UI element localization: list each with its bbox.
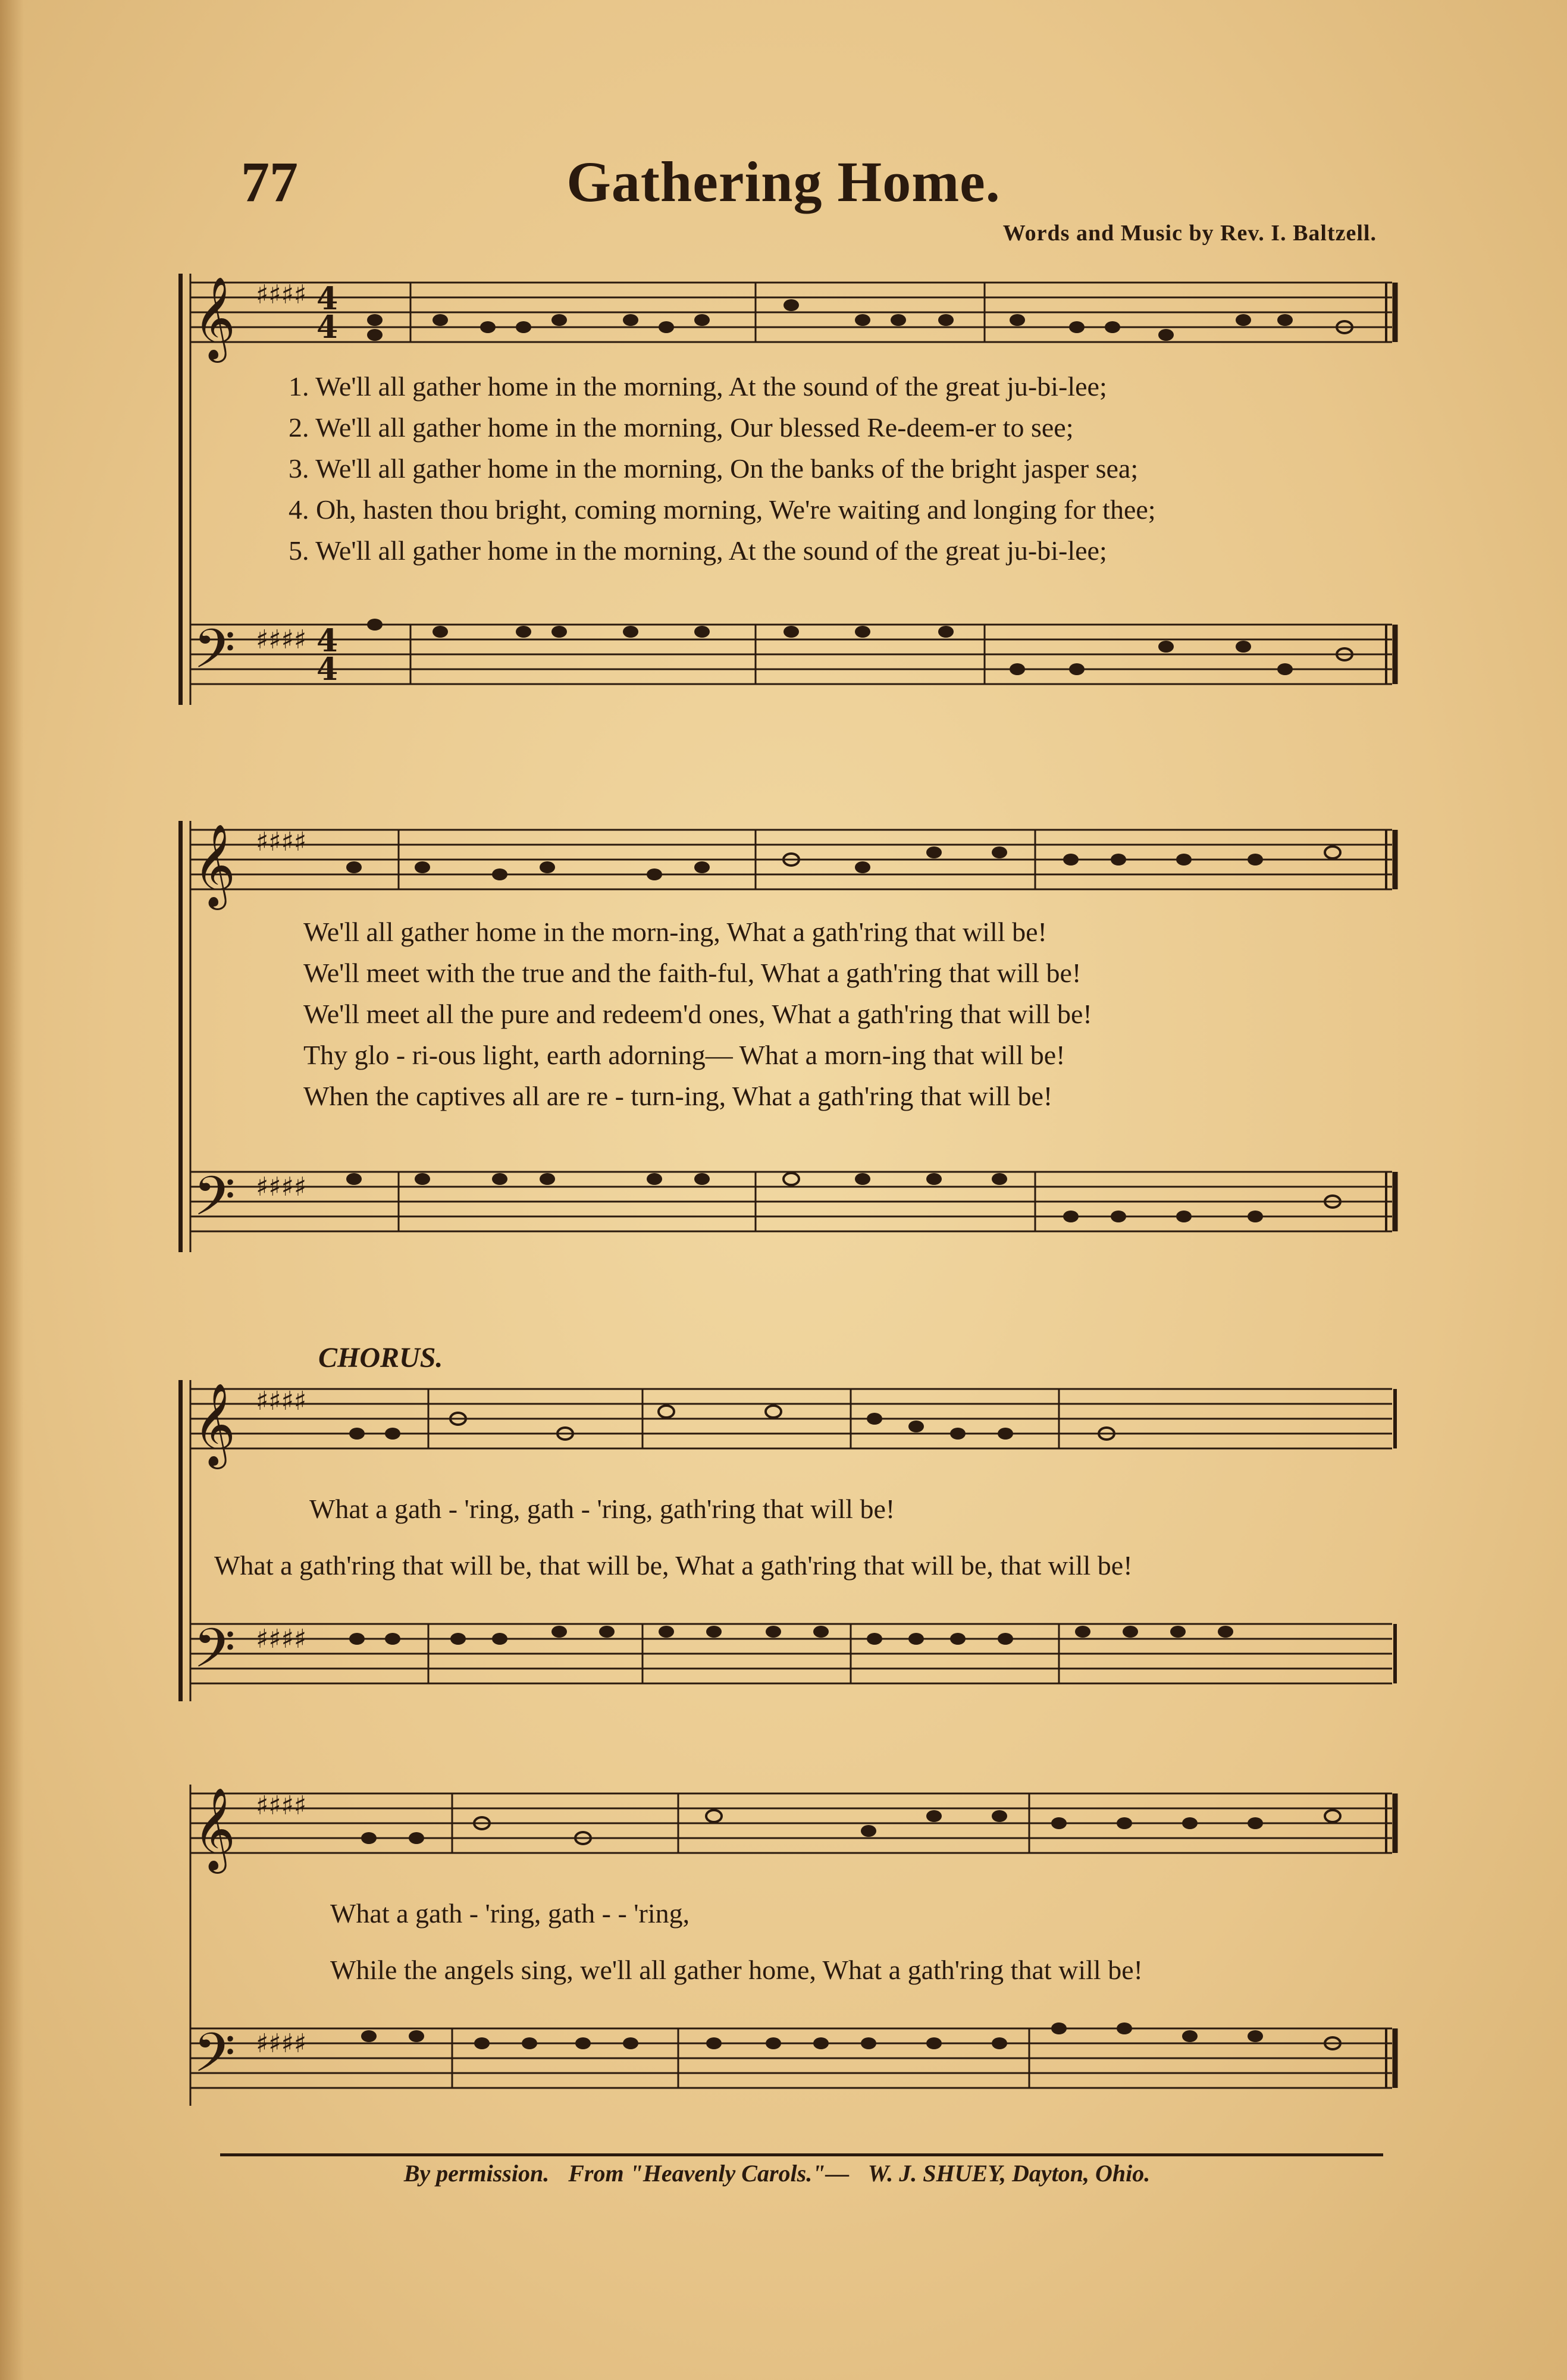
svg-text:4: 4 xyxy=(316,623,339,659)
svg-text:♯♯♯♯: ♯♯♯♯ xyxy=(256,280,307,310)
staff-notation-1 xyxy=(178,262,1404,714)
verse-line-1: 1. We'll all gather home in the morning, At the sound of the great ju-bi-lee; xyxy=(289,371,1107,402)
chorus-bass-lyric-1: What a gath'ring that will be, that will be, What a gath'ring that will be, that will be! xyxy=(214,1550,1133,1581)
refrain-line-1: We'll all gather home in the morn-ing, What a gath'ring that will be! xyxy=(303,917,1047,947)
svg-text:♯♯♯♯: ♯♯♯♯ xyxy=(256,1624,307,1654)
svg-text:♯♯♯♯: ♯♯♯♯ xyxy=(256,2028,307,2059)
svg-text:𝄢: 𝄢 xyxy=(193,1165,236,1241)
chorus-treble-lyric-2: What a gath - 'ring, gath - - 'ring, xyxy=(330,1898,690,1929)
svg-text:𝄢: 𝄢 xyxy=(193,2021,236,2097)
footer-rule xyxy=(220,2153,1383,2156)
svg-text:4: 4 xyxy=(316,651,339,688)
svg-text:♯♯♯♯: ♯♯♯♯ xyxy=(256,1386,307,1416)
music-system-4 xyxy=(178,1773,1404,2141)
refrain-line-3: We'll meet all the pure and redeem'd ones, What a gath'ring that will be! xyxy=(303,999,1092,1029)
svg-text:𝄞: 𝄞 xyxy=(193,1788,236,1870)
refrain-line-4: Thy glo - ri-ous light, earth adorning— What a morn-ing that will be! xyxy=(303,1040,1065,1070)
verse-line-2: 2. We'll all gather home in the morning, Our blessed Re-deem-er to see; xyxy=(289,412,1074,443)
footer-publisher: W. J. SHUEY, Dayton, Ohio. xyxy=(867,2160,1151,2187)
music-system-2 xyxy=(178,809,1404,1261)
svg-text:𝄢: 𝄢 xyxy=(193,1617,236,1693)
verse-line-4: 4. Oh, hasten thou bright, coming morning, We're waiting and longing for thee; xyxy=(289,494,1156,525)
page-edge xyxy=(0,0,24,2380)
verse-line-5: 5. We'll all gather home in the morning, At the sound of the great ju-bi-lee; xyxy=(289,535,1107,566)
music-system-3 xyxy=(178,1368,1404,1737)
svg-text:♯♯♯♯: ♯♯♯♯ xyxy=(256,827,307,857)
svg-text:𝄞: 𝄞 xyxy=(193,277,236,359)
svg-text:♯♯♯♯: ♯♯♯♯ xyxy=(256,625,307,655)
footer-permission: By permission. xyxy=(403,2160,550,2187)
svg-text:𝄞: 𝄞 xyxy=(193,824,236,907)
svg-text:𝄢: 𝄢 xyxy=(193,617,236,694)
chorus-label: CHORUS. xyxy=(318,1342,443,1374)
staff-notation-2 xyxy=(178,809,1404,1261)
chorus-bass-lyric-2: While the angels sing, we'll all gather home, What a gath'ring that will be! xyxy=(330,1955,1143,1985)
svg-text:4: 4 xyxy=(316,309,339,346)
composer-credit: Words and Music by Rev. I. Baltzell. xyxy=(1002,221,1377,246)
footer xyxy=(0,2159,1567,2187)
refrain-line-5: When the captives all are re - turn-ing, What a gath'ring that will be! xyxy=(303,1081,1053,1111)
refrain-line-2: We'll meet with the true and the faith-ful, What a gath'ring that will be! xyxy=(303,958,1082,988)
verse-line-3: 3. We'll all gather home in the morning, On the banks of the bright jasper sea; xyxy=(289,453,1139,484)
svg-text:𝄞: 𝄞 xyxy=(193,1383,236,1466)
svg-text:♯♯♯♯: ♯♯♯♯ xyxy=(256,1172,307,1202)
hymn-header xyxy=(0,149,1567,220)
hymn-title: Gathering Home. xyxy=(566,150,1001,214)
chorus-treble-lyric-1: What a gath - 'ring, gath - 'ring, gath'ring that will be! xyxy=(309,1494,895,1524)
svg-text:♯♯♯♯: ♯♯♯♯ xyxy=(256,1791,307,1821)
footer-source: From "Heavenly Carols."— xyxy=(568,2160,850,2187)
svg-text:4: 4 xyxy=(316,281,339,317)
music-system-1 xyxy=(178,262,1404,714)
page-number: 77 xyxy=(241,150,298,214)
